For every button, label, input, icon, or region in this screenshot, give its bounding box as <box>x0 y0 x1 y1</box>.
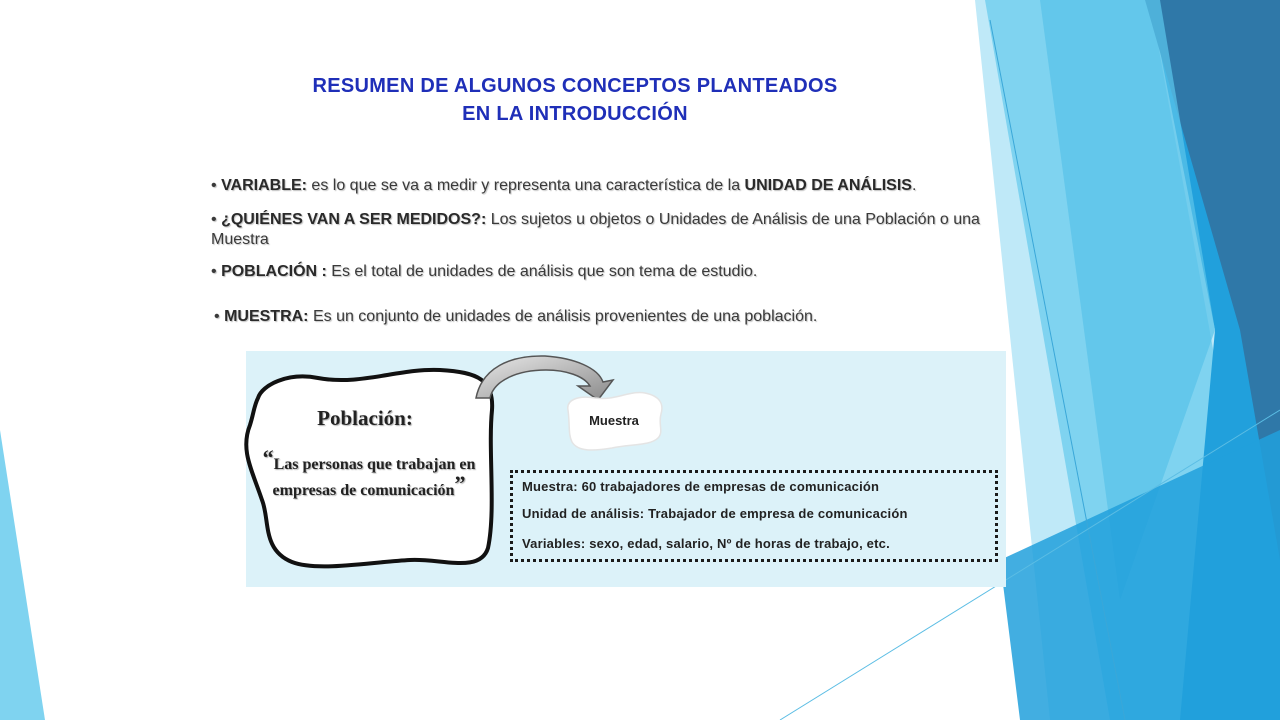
poblacion-description <box>262 445 476 504</box>
curved-arrow <box>476 356 613 400</box>
bullet-glyph: • <box>211 263 217 280</box>
poblacion-title: Población: <box>317 406 413 430</box>
term-unidad-analisis: UNIDAD DE ANÁLISIS <box>744 177 912 194</box>
title-line-1: RESUMEN DE ALGUNOS CONCEPTOS PLANTEADOS <box>312 75 838 97</box>
term-muestra: MUESTRA: <box>224 308 309 325</box>
bullet-glyph: • <box>214 308 220 325</box>
definition-text: Es el total de unidades de análisis que son tema de estudio. <box>326 263 758 280</box>
definition-text: Es un conjunto de unidades de análisis provenientes de una población. <box>308 308 818 325</box>
definition-text: es lo que se va a medir y representa una característica de la <box>306 177 745 194</box>
term-variable: VARIABLE: <box>221 177 307 194</box>
term-poblacion: POBLACIÓN : <box>221 263 327 280</box>
definition-text: Los sujetos u objetos o Unidades de Análisis de una Población o una Muestra <box>211 211 980 248</box>
open-quote: “ <box>262 445 274 470</box>
close-quote: ” <box>454 471 466 496</box>
muestra-label: Muestra <box>589 413 639 428</box>
detail-unidad: Unidad de análisis: Trabajador de empresa de comunicación <box>522 506 908 521</box>
title-line-2: EN LA INTRODUCCIÓN <box>462 103 688 125</box>
poblacion-text: Las personas que trabajan en empresas de comunicación <box>272 456 476 499</box>
detail-muestra: Muestra: 60 trabajadores de empresas de comunicación <box>522 479 880 494</box>
detail-variables: Variables: sexo, edad, salario, Nº de horas de trabajo, etc. <box>522 536 890 551</box>
term-quienes: ¿QUIÉNES VAN A SER MEDIDOS?: <box>221 211 487 228</box>
bullet-glyph: • <box>211 211 217 228</box>
period: . <box>911 177 917 194</box>
bullet-glyph: • <box>211 177 217 194</box>
